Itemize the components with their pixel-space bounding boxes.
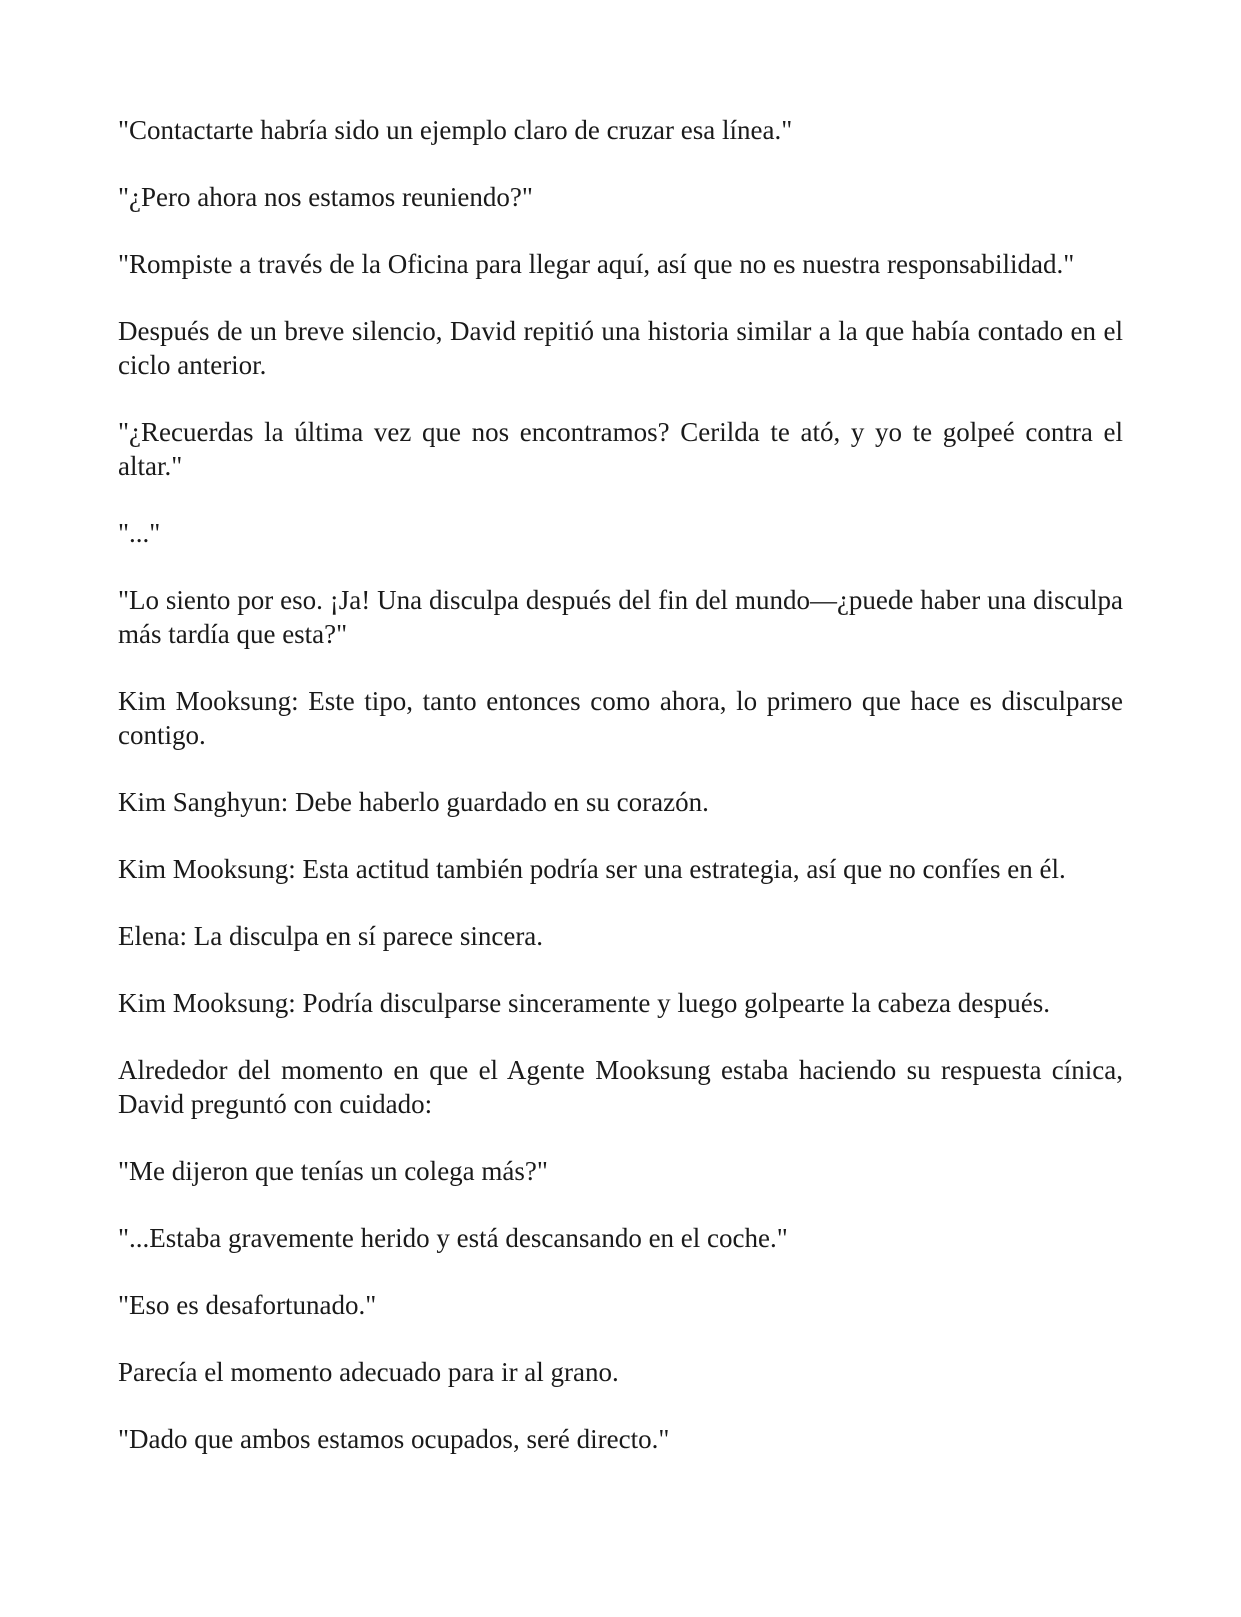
paragraph: "Me dijeron que tenías un colega más?" bbox=[118, 1156, 548, 1186]
paragraph: Kim Mooksung: Esta actitud también podría ser una estrategia, así que no confíes en él. bbox=[118, 854, 1066, 884]
paragraph: "Rompiste a través de la Oficina para llegar aquí, así que no es nuestra responsabilidad." bbox=[118, 249, 1075, 279]
paragraph: "¿Recuerdas la última vez que nos encontramos? Cerilda te ató, y yo te golpeé contra el altar." bbox=[118, 417, 1123, 481]
paragraph: "Lo siento por eso. ¡Ja! Una disculpa después del fin del mundo—¿puede haber una disculpa más tardía que esta?" bbox=[118, 585, 1123, 649]
document-page bbox=[118, 113, 1123, 1456]
paragraph: Kim Sanghyun: Debe haberlo guardado en su corazón. bbox=[118, 787, 709, 817]
paragraph: "..." bbox=[118, 518, 161, 548]
paragraph: "Dado que ambos estamos ocupados, seré directo." bbox=[118, 1424, 670, 1454]
paragraph: Parecía el momento adecuado para ir al grano. bbox=[118, 1357, 619, 1387]
paragraph: Alrededor del momento en que el Agente Mooksung estaba haciendo su respuesta cínica, David preguntó con cuidado: bbox=[118, 1055, 1123, 1119]
paragraph: Kim Mooksung: Este tipo, tanto entonces como ahora, lo primero que hace es disculparse contigo. bbox=[118, 686, 1123, 750]
paragraph: Elena: La disculpa en sí parece sincera. bbox=[118, 921, 544, 951]
paragraph: Después de un breve silencio, David repitió una historia similar a la que había contado en el ciclo anterior. bbox=[118, 316, 1123, 380]
paragraph: "...Estaba gravemente herido y está descansando en el coche." bbox=[118, 1223, 788, 1253]
paragraph: Kim Mooksung: Podría disculparse sinceramente y luego golpearte la cabeza después. bbox=[118, 988, 1050, 1018]
paragraph: "Eso es desafortunado." bbox=[118, 1290, 377, 1320]
paragraph: "¿Pero ahora nos estamos reuniendo?" bbox=[118, 182, 533, 212]
paragraph: "Contactarte habría sido un ejemplo claro de cruzar esa línea." bbox=[118, 115, 793, 145]
